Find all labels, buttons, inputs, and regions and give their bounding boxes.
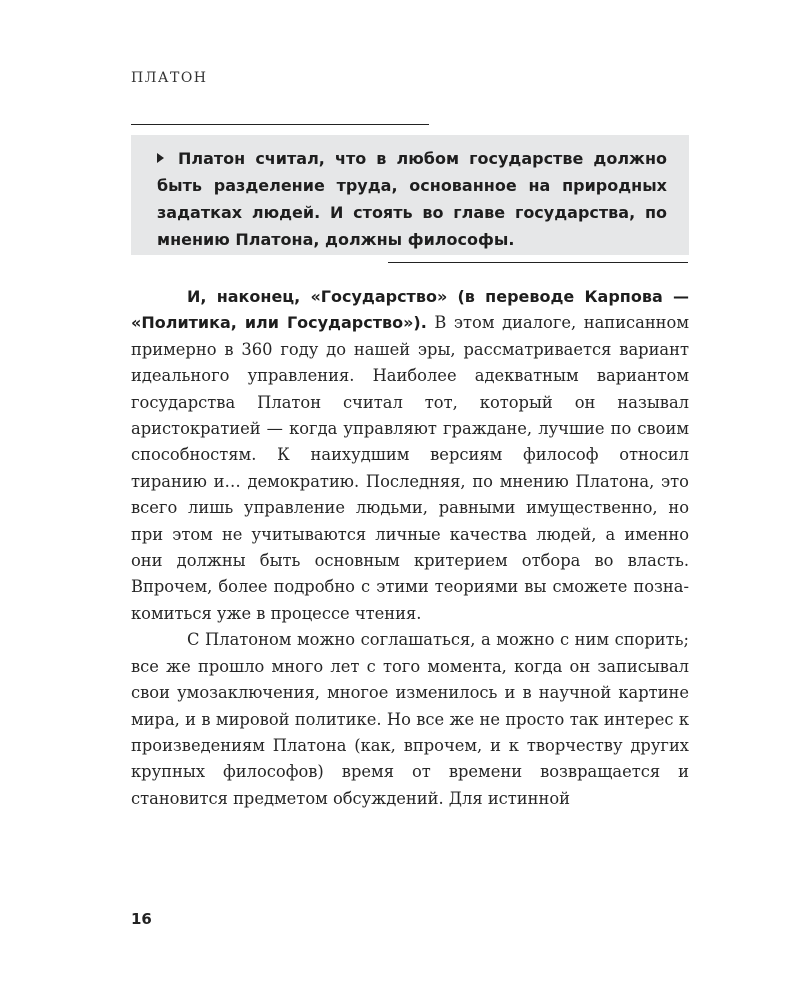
callout-box [131, 135, 689, 255]
triangle-bullet-icon [157, 153, 164, 163]
callout-text-block [157, 145, 667, 253]
page-number: 16 [131, 910, 152, 928]
bottom-divider [388, 262, 688, 263]
paragraph-2: С Платоном можно соглашаться, а можно с ним спорить; все же прошло много лет с того момента, когда он записывал свои умозаключения, многое изменилось и в научной картине мира, и в мировой политике. Но все же не просто так интерес к произведениям Платона (как, впрочем, и к творчеству других крупных философов) время от времени возвращается и становится предметом обсуждений. Для истинной [131, 630, 689, 808]
body-text [131, 284, 689, 812]
paragraph-1 [131, 284, 689, 627]
callout-text: Платон считал, что в любом государстве должно быть разделение труда, основанное на природных задатках людей. И стоять во главе государства, по мнению Платона, должны философы. [157, 149, 667, 249]
paragraph-1-lead: И, наконец, «Государство» (в переводе Карпова — «Политика, или Государство»). [131, 287, 689, 333]
paragraph-1-rest: В этом диалоге, написанном примерно в 360 году до нашей эры, рассматривается вариант идеального управления. Наиболее адекватным вариантом государства Платон считал тот, который он называл аристократией — когда управляют граждане, лучшие по своим способностям. К наихудшим версиям философ относил тиранию и… демократию. Последняя, по мнению Платона, это всего лишь управление людьми, равными имущественно, но при этом не учитываются личные качества людей, а именно они должны быть основным критерием отбора во власть. Впрочем, более подробно с этими теориями вы сможете познакомиться уже в процессе чтения. [131, 313, 689, 623]
top-divider [131, 124, 429, 125]
running-head: ПЛАТОН [131, 70, 208, 86]
